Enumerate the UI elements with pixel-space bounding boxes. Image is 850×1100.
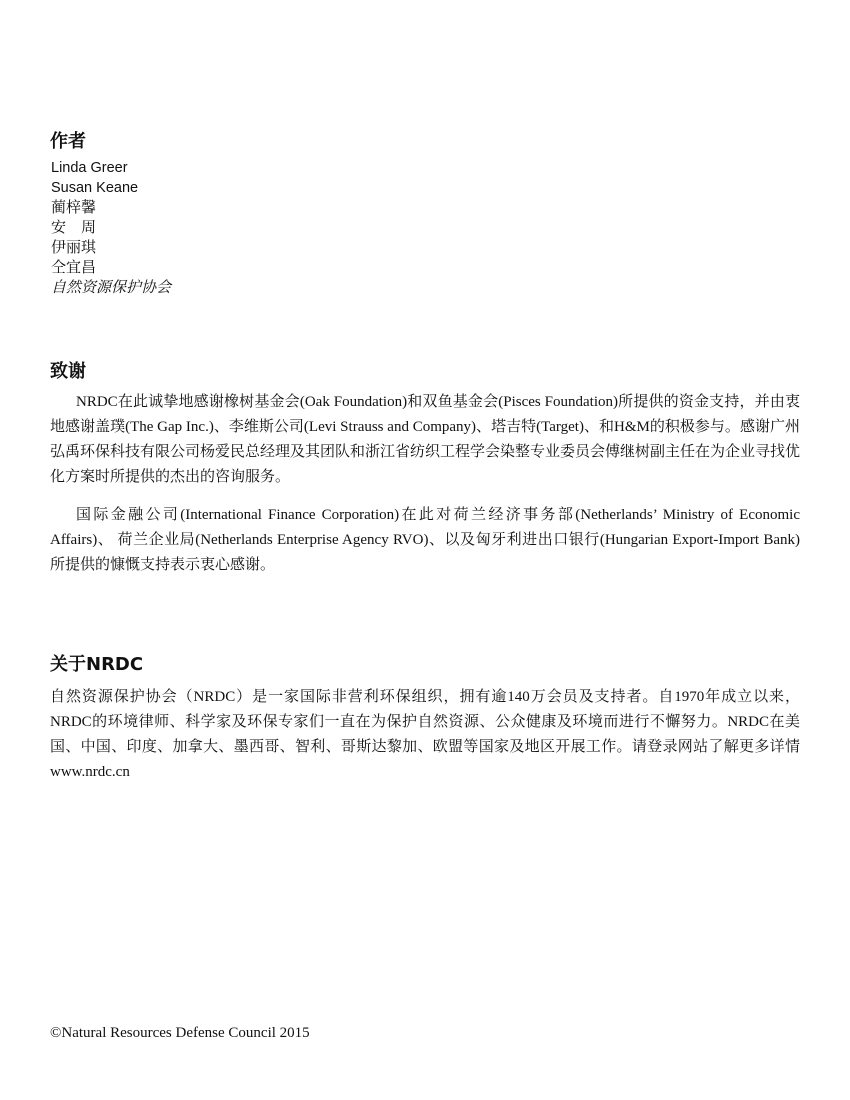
authors-list [51, 158, 451, 298]
acknowledgements-paragraph-1: NRDC在此诚挚地感谢橡树基金会(Oak Foundation)和双鱼基金会(Pisces Foundation)所提供的资金支持，并由衷地感谢盖璞(The Gap Inc.)、李维斯公司(Levi Strauss and Company)、塔吉特(Target)、和H&M的积极参与。感谢广州弘禹环保科技有限公司杨爱民总经理及其团队和浙江省纺织工程学会染整专业委员会傅继树副主任在为企业寻找优化方案时所提供的杰出的咨询服务。 [50, 394, 801, 485]
acknowledgements-paragraph-2: 国际金融公司(International Finance Corporation)在此对荷兰经济事务部(Netherlands’ Ministry of Economic Affairs)、 荷兰企业局(Netherlands Enterprise Agency RVO)、以及匈牙利进出口银行(Hungarian Export-Import Bank)所提供的慷慨支持表示衷心感谢。 [50, 507, 800, 573]
about-nrdc-paragraph: 自然资源保护协会（NRDC）是一家国际非营利环保组织，拥有逾140万会员及支持者。自1970年成立以来，NRDC的环境律师、科学家及环保专家们一直在为保护自然资源、公众健康及环境而进行不懈努力。NRDC在美国、中国、印度、加拿大、墨西哥、智利、哥斯达黎加、欧盟等国家及地区开展工作。请登录网站了解更多详情 www.nrdc.cn [50, 689, 800, 780]
about-nrdc-heading: 关于NRDC [50, 654, 144, 675]
author-name: 安 周 [51, 220, 97, 236]
author-name: 伊丽琪 [51, 240, 97, 256]
author-organization: 自然资源保护协会 [51, 280, 172, 296]
author-name: 蔺梓馨 [51, 200, 97, 216]
author-name: Susan Keane [51, 180, 139, 196]
author-name: 仝宜昌 [51, 260, 97, 276]
author-name: Linda Greer [51, 160, 128, 176]
acknowledgements-heading: 致谢 [50, 361, 86, 382]
copyright-footer: ©Natural Resources Defense Council 2015 [50, 1025, 310, 1041]
authors-heading: 作者 [50, 131, 86, 152]
